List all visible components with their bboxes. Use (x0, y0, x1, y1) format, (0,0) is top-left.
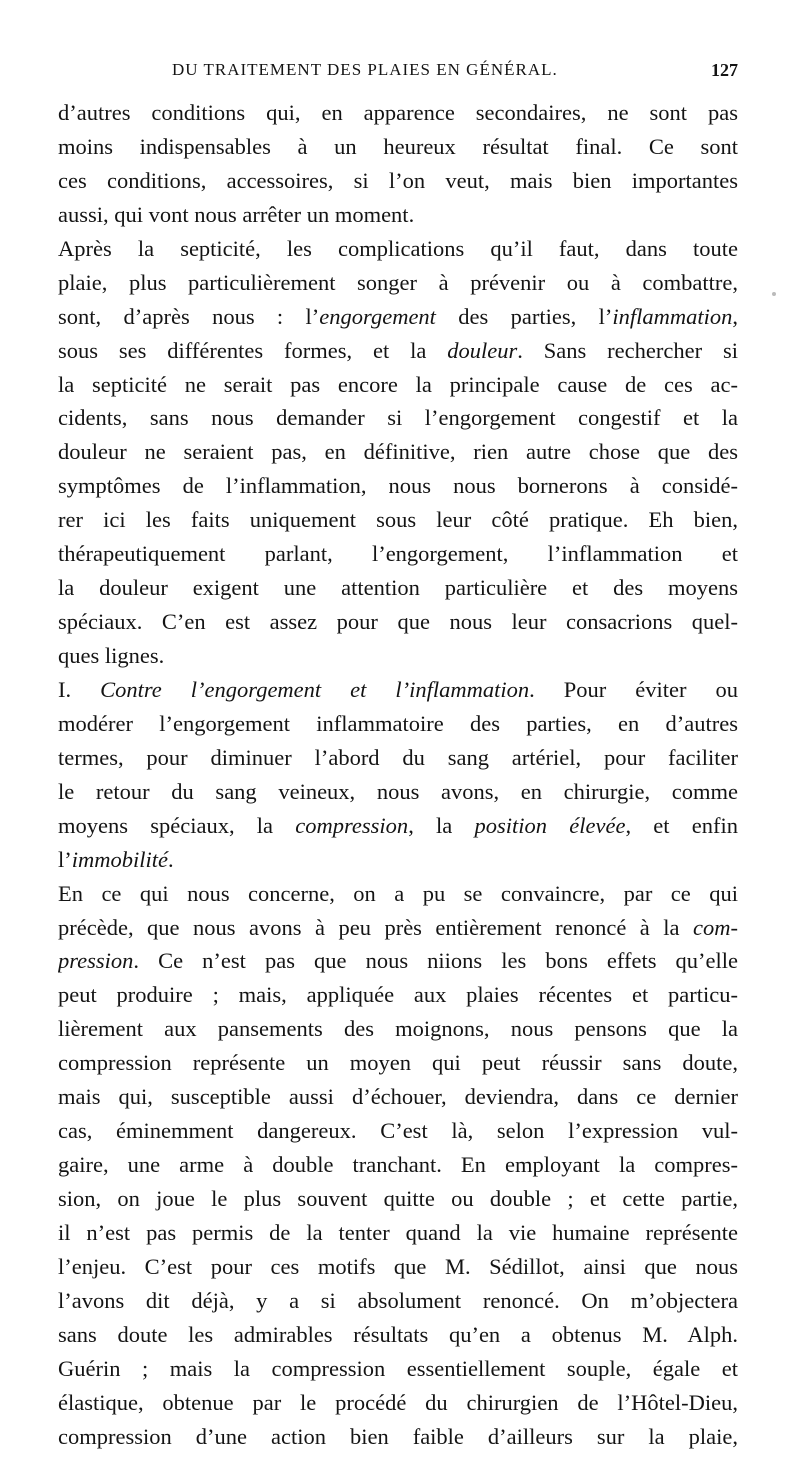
emphasis-text: com- (693, 914, 738, 940)
emphasis-text: inflammation (612, 303, 733, 329)
text-line (58, 1420, 738, 1454)
text-line (58, 300, 738, 334)
text-line (58, 775, 738, 809)
text-run: modérer l’engorgement inflammatoire des parties, en d’autres (58, 710, 738, 736)
text-line (58, 1386, 738, 1420)
text-line (58, 503, 738, 537)
text-run: . Pour éviter ou (529, 676, 738, 702)
emphasis-text: douleur (447, 337, 518, 363)
text-run: En ce qui nous concerne, on a pu se convaincre, par ce qui (58, 880, 738, 906)
text-run: moyens spéciaux, la (58, 812, 296, 838)
text-run: compression représente un moyen qui peut réussir sans doute, (58, 1050, 738, 1076)
text-run: spéciaux. C’en est assez pour que nous leur consacrions quel- (58, 609, 738, 635)
text-run: précède, que nous avons à peu près entièrement renoncé à la (58, 914, 694, 940)
text-run: l’avons dit déjà, y a si absolument renoncé. On m’objectera (58, 1287, 738, 1313)
text-line (58, 435, 738, 469)
text-run: plaie, plus particulièrement songer à prévenir ou à combattre, (58, 269, 738, 295)
page-number: 127 (711, 60, 738, 80)
text-run: peut produire ; mais, appliquée aux plaies récentes et particu- (58, 982, 738, 1008)
text-line (58, 1148, 738, 1182)
text-run: ques lignes. (58, 643, 165, 668)
text-line (58, 1114, 738, 1148)
text-line (58, 1318, 738, 1352)
text-run: aussi, qui vont nous arrêter un moment. (58, 201, 415, 227)
text-run: moins indispensables à un heureux résultat final. Ce sont (58, 133, 738, 159)
text-run: douleur ne seraient pas, en définitive, rien autre chose que des (58, 439, 738, 465)
text-line (58, 1046, 738, 1080)
text-line (58, 401, 738, 435)
text-line (58, 334, 738, 368)
emphasis-text: compression (295, 812, 409, 838)
text-run: cas, éminemment dangereux. C’est là, selon l’expression vul- (58, 1118, 738, 1144)
text-line (58, 232, 738, 266)
text-line (58, 1284, 738, 1318)
text-line (58, 605, 738, 639)
text-run: élastique, obtenue par le procédé du chirurgien de l’Hôtel-Dieu, (58, 1389, 738, 1415)
text-line (58, 707, 738, 741)
text-run: symptômes de l’inflammation, nous nous bornerons à considé- (58, 473, 738, 499)
text-line (58, 911, 738, 945)
text-line (58, 673, 738, 707)
text-run: ces conditions, accessoires, si l’on veut, mais bien importantes (58, 167, 738, 193)
text-line (58, 978, 738, 1012)
text-run: Après la septicité, les complications qu’il faut, dans toute (58, 235, 738, 261)
text-run: la douleur exigent une attention particulière et des moyens (58, 575, 738, 601)
text-run: termes, pour diminuer l’abord du sang artériel, pour faciliter (58, 744, 738, 770)
text-line (58, 130, 738, 164)
text-run: rer ici les faits uniquement sous leur côté pratique. Eh bien, (58, 507, 738, 533)
text-run: des parties, l’ (435, 303, 613, 329)
emphasis-text: position élevée (474, 812, 626, 838)
emphasis-text: pression (58, 948, 134, 974)
text-run: il n’est pas permis de la tenter quand la vie humaine représente (58, 1219, 738, 1245)
text-line (58, 809, 738, 843)
text-run: sans doute les admirables résultats qu’en a obtenus M. Alph. (58, 1321, 738, 1347)
text-line (58, 1182, 738, 1216)
text-run: mais qui, susceptible aussi d’échouer, deviendra, dans ce dernier (58, 1084, 738, 1110)
emphasis-text: immobilité (71, 846, 168, 872)
text-line (58, 537, 738, 571)
text-run: l’ (58, 846, 72, 872)
text-line (58, 639, 738, 673)
text-line (58, 164, 738, 198)
text-line (58, 1216, 738, 1250)
text-run: gaire, une arme à double tranchant. En employant la compres- (58, 1152, 738, 1178)
text-line (58, 198, 738, 232)
text-run: cidents, sans nous demander si l’engorgement congestif et la (58, 405, 738, 431)
margin-speck (772, 292, 776, 296)
text-run: la septicité ne serait pas encore la principale cause de ces ac- (58, 371, 738, 397)
text-run: thérapeutiquement parlant, l’engorgement, l’inflammation et (58, 541, 738, 567)
text-line (58, 571, 738, 605)
text-run: sion, on joue le plus souvent quitte ou double ; et cette partie, (58, 1186, 738, 1211)
text-run: , (732, 303, 738, 329)
text-line (58, 843, 738, 877)
running-title: DU TRAITEMENT DES PLAIES EN GÉNÉRAL. (172, 60, 558, 79)
text-line (58, 1080, 738, 1114)
page-header (160, 60, 740, 88)
text-run: d’autres conditions qui, en apparence secondaires, ne sont pas (58, 100, 738, 125)
text-line (58, 96, 738, 130)
text-run: sont, d’après nous : l’ (58, 303, 320, 329)
text-run: compression d’une action bien faible d’ailleurs sur la plaie, (58, 1423, 738, 1449)
text-run: . Sans rechercher si (517, 337, 738, 363)
text-line (58, 368, 738, 402)
text-line (58, 877, 738, 911)
text-run: . (168, 846, 174, 872)
text-line (58, 1012, 738, 1046)
text-line (58, 1352, 738, 1386)
text-run: le retour du sang veineux, nous avons, en chirurgie, comme (58, 778, 738, 804)
text-line (58, 1250, 738, 1284)
text-run: , et enfin (625, 812, 738, 838)
text-run: sous ses différentes formes, et la (58, 337, 448, 363)
text-run: lièrement aux pansements des moignons, nous pensons que la (58, 1016, 738, 1042)
text-run: l’enjeu. C’est pour ces motifs que M. Sédillot, ainsi que nous (58, 1253, 738, 1279)
text-run: , la (408, 812, 475, 838)
text-run: Guérin ; mais la compression essentiellement souple, égale et (58, 1355, 738, 1381)
emphasis-text: Contre l’engorgement et l’inflammation (100, 676, 530, 702)
text-line (58, 741, 738, 775)
text-line (58, 266, 738, 300)
body-text (58, 96, 738, 1454)
text-line (58, 469, 738, 503)
emphasis-text: engorgement (319, 303, 436, 329)
text-run: . Ce n’est pas que nous niions les bons effets qu’elle (133, 948, 738, 974)
text-run: I. (58, 676, 101, 702)
text-line (58, 944, 738, 978)
